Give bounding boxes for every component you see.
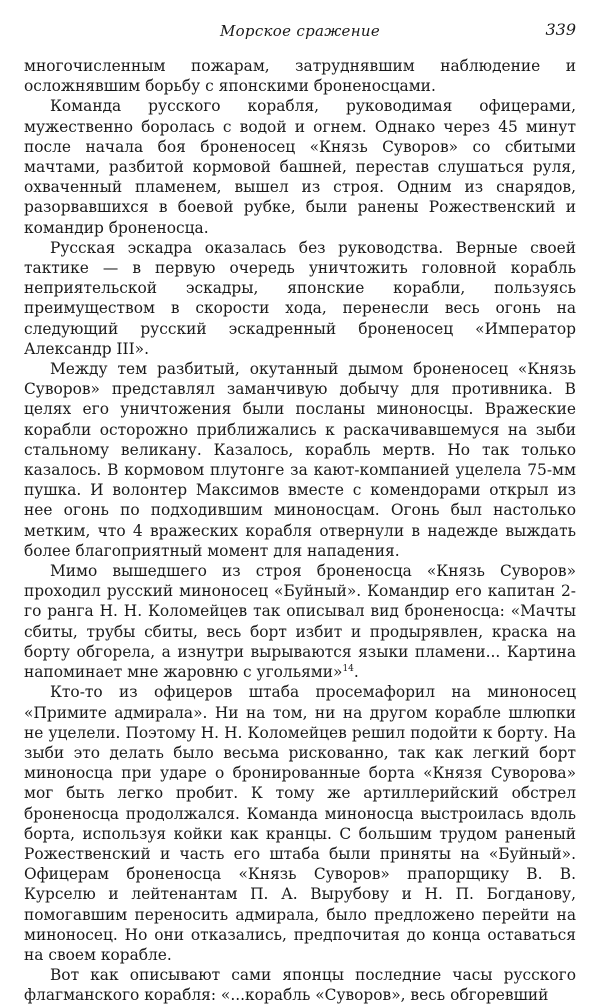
page-number: 339 <box>545 20 576 39</box>
body-text <box>24 56 576 1006</box>
paragraph: Русская эскадра оказалась без руководства. Верные своей тактике — в первую очередь уничтожить головной корабль неприятельской эскадры, японские корабли, пользуясь преимуществом в скорости хода, перенесли весь огонь на следующий русский эскадренный броненосец «Император Александр III». <box>24 238 576 358</box>
chapter-title: Морское сражение <box>219 22 381 40</box>
paragraph-with-footnote: Мимо вышедшего из строя броненосца «Князь Суворов» проходил русский миноносец «Буйный». Командир его капитан 2-го ранга Н. Н. Коломейцев так описывал вид броненосца: «Мачты сбиты, трубы сбиты, весь борт избит и продырявлен, краска на борту обгорела, а изнутри вырываются языки пламени... Картина напоминает мне жаровню с угольями»$^{14}$. <box>24 562 576 682</box>
document-page <box>24 14 576 1005</box>
paragraph: Кто-то из офицеров штаба просемафорил на миноносец «Примите адмирала». Ни на том, ни на другом корабле шлюпки не уцелели. Поэтому Н. Н. Коломейцев решил подойти к борту. На зыби это делать было весьма рискованно, так как легкий борт миноносца при ударе о бронированные борта «Князя Суворова» мог быть легко пробит. К тому же артиллерийский обстрел броненосца продолжался. Команда миноносца выстроилась вдоль борта, используя койки как кранцы. С большим трудом раненый Рожественский и часть его штаба были приняты на «Буйный». Офицерам броненосца «Князь Суворов» прапорщику В. В. Курселю и лейтенантам П. А. Вырубову и Н. П. Богданову, помогавшим переносить адмирала, было предложено перейти на миноносец. Но они отказались, предпочитая до конца оставаться на своем корабле. <box>24 683 576 964</box>
paragraph: Вот как описывают сами японцы последние часы русского флагманского корабля: «...корабль «Суворов», весь обгоревший <box>24 966 576 1005</box>
footnote-reference[interactable]: 14 <box>342 663 354 674</box>
paragraph: многочисленным пожарам, затруднявшим наблюдение и осложнявшим борьбу с японскими броненосцами. <box>24 57 576 96</box>
paragraph: Между тем разбитый, окутанный дымом броненосец «Князь Суворов» представлял заманчивую добычу для противника. В целях его уничтожения были посланы миноносцы. Вражеские корабли осторожно приближались к раскачивавшемуся на зыби стальному великану. Казалось, корабль мертв. Но так только казалось. В кормовом плутонге за кают-компанией уцелела 75-мм пушка. И волонтер Максимов вместе с комендорами открыл из нее огонь по подходившим миноносцам. Огонь был настолько метким, что 4 вражеских корабля отвернули в надежде выждать более благоприятный момент для нападения. <box>24 360 576 560</box>
paragraph-text: Мимо вышедшего из строя броненосца «Князь Суворов» проходил русский миноносец «Буйный». Командир его капитан 2-го ранга Н. Н. Коломейцев так описывал вид броненосца: «Мачты сбиты, трубы сбиты, весь борт избит и продырявлен, краска на борту обгорела, а изнутри вырываются языки пламени... Картина напоминает мне жаровню с угольями» <box>24 562 576 682</box>
paragraph: Команда русского корабля, руководимая офицерами, мужественно боролась с водой и огнем. Однако через 45 минут после начала боя броненосец «Князь Суворов» со сбитыми мачтами, разбитой кормовой башней, перестав слушаться руля, охваченный пламенем, вышел из строя. Одним из снарядов, разорвавшихся в боевой рубке, были ранены Рожественский и командир броненосца. <box>24 97 576 237</box>
running-header <box>24 14 576 48</box>
